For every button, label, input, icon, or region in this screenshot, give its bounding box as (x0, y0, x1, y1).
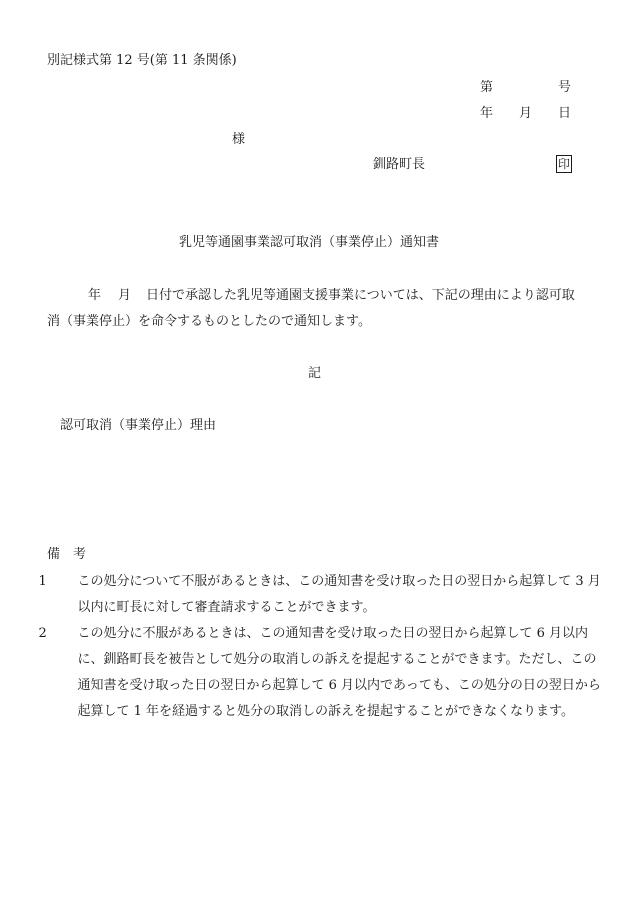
remark-number: 2 (38, 626, 47, 641)
form-label: 別記様式第 12 号(第 11 条関係) (47, 53, 237, 68)
remark-text: この処分について不服があるときは、この通知書を受け取った日の翌日から起算して 3 月以内に町長に対して審査請求することができます。 (77, 574, 601, 615)
ki-heading: 記 (308, 366, 322, 381)
remarks-heading: 備 考 (47, 547, 87, 562)
issue-date-year: 年 (480, 106, 494, 121)
body-text-line2: 消（事業停止）を命令するものとしたので通知します。 (47, 314, 371, 329)
document-number-suffix: 号 (558, 80, 572, 95)
remark-number: 1 (38, 574, 47, 589)
document-number-prefix: 第 (480, 80, 494, 95)
remark-item-1 (38, 569, 608, 621)
body-date-month: 月 (118, 288, 132, 303)
sender-name: 釧路町長 (373, 157, 426, 172)
reason-heading: 認可取消（事業停止）理由 (60, 418, 217, 433)
remark-item-2 (38, 621, 608, 725)
addressee-suffix: 様 (232, 132, 246, 147)
document-title: 乳児等通園事業認可取消（事業停止）通知書 (179, 235, 440, 250)
seal-mark (556, 155, 572, 173)
body-date-year: 年 (88, 288, 102, 303)
body-text-line1: 日付で承認した乳児等通園支援事業については、下記の理由により認可取 (146, 288, 575, 303)
issue-date-month: 月 (519, 106, 533, 121)
remark-text: この処分に不服があるときは、この通知書を受け取った日の翌日から起算して 6 月以内に、釧路町長を被告として処分の取消しの訴えを提起することができます。ただし、この通知書を受け取った日の翌日から起算して 6 月以内であっても、この処分の日の翌日から起算して 1 年を経過すると処分の取消しの訴えを提起することができなくなります。 (77, 626, 601, 719)
seal-icon: 印 (558, 157, 571, 171)
issue-date-day: 日 (558, 106, 572, 121)
